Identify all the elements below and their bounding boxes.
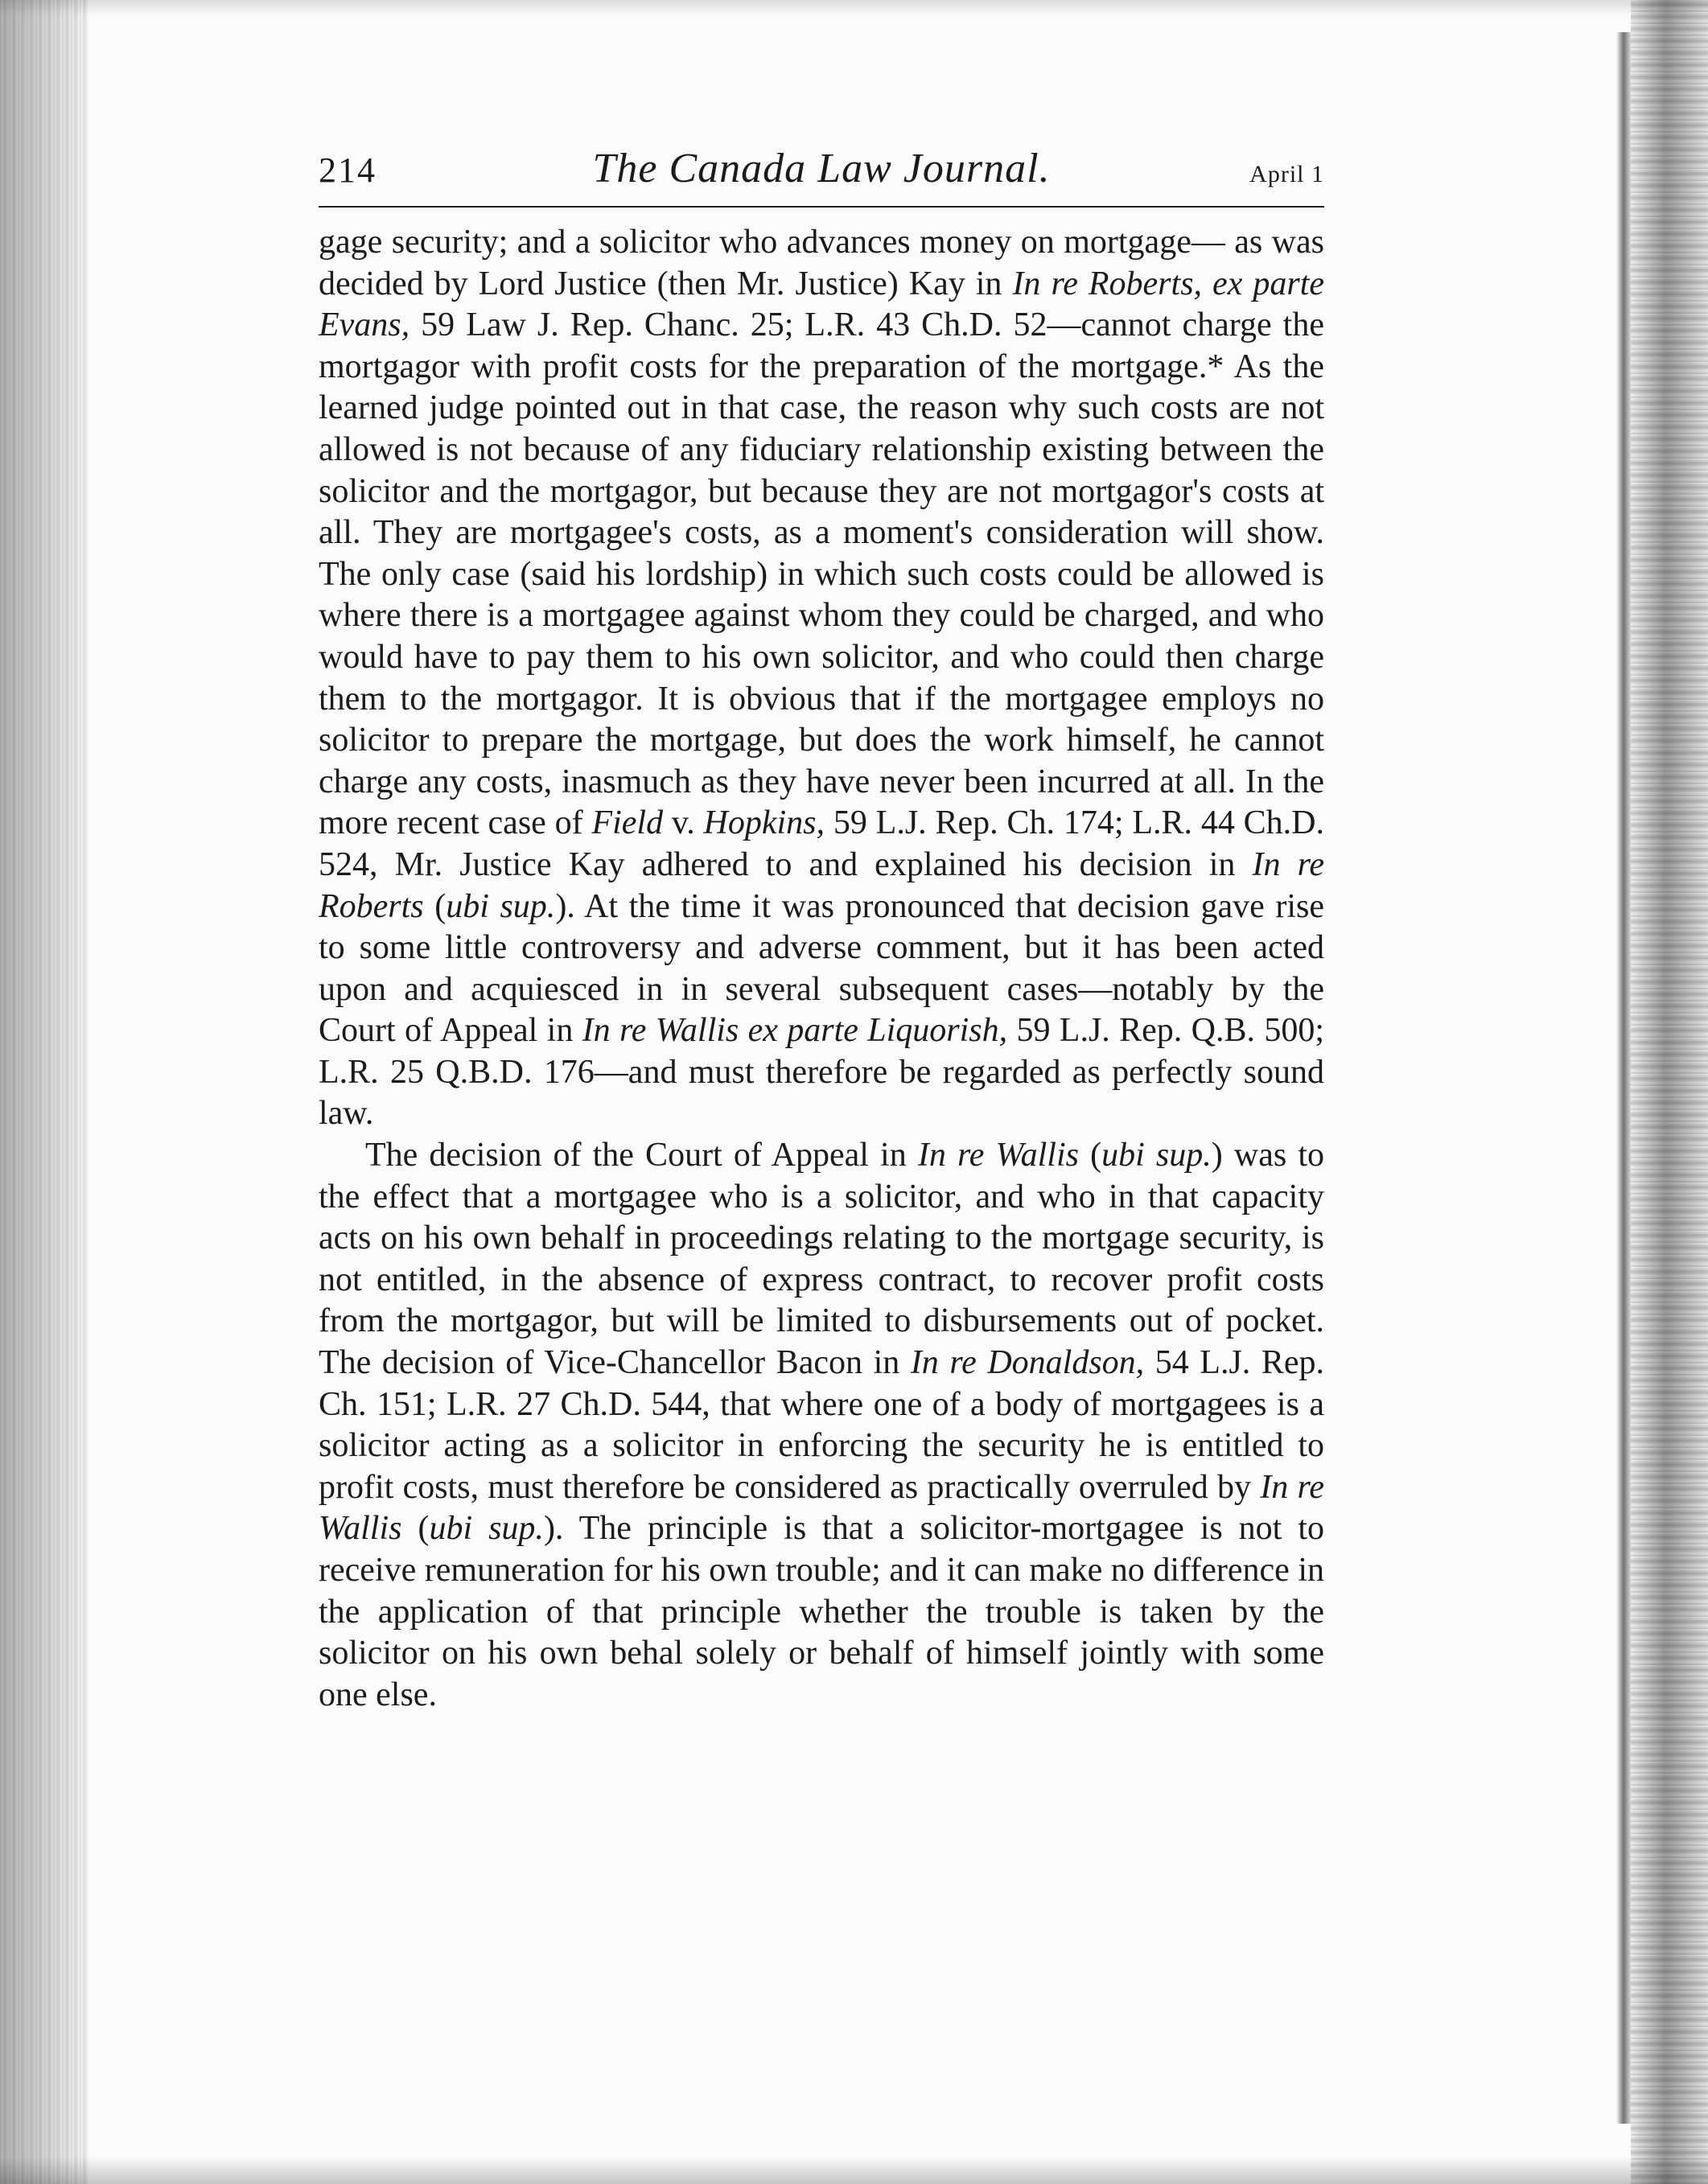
text-run: ). At the time it was pronounced that decision gave rise to some little controversy and adverse comment, but it has been acted upon and acquiesced in in several subsequent cases—notably by the Court of Appeal in (319, 887, 1324, 1050)
page-number: 214 (319, 150, 377, 190)
case-citation: In re Wallis (917, 1137, 1079, 1174)
case-citation: ubi sup. (429, 1510, 544, 1548)
text-run: ). The principle is that a solicitor-mortgagee is not to receive remuneration for his own trouble; and it can make no difference in the application of that principle whether the trouble is taken by the solicitor on his own behal solely or behalf of himself jointly with some one else. (319, 1510, 1324, 1713)
text-run: 54 L.J. Rep. Ch. 151; L.R. 27 Ch.D. 544, that where one of a body of mortgagees is a solicitor acting as a solicitor in enforcing the security he is entitled to profit costs, must therefore be considered as practically overruled by (319, 1344, 1325, 1506)
case-citation: Hopkins, (703, 804, 825, 842)
text-run: 59 L.J. Rep. Ch. 174; L.R. 44 Ch.D. 524, Mr. Justice Kay adhered to and explained his decision in (319, 804, 1324, 883)
case-citation: Field (591, 804, 664, 842)
scan-right-edge (1631, 0, 1708, 2184)
text-run: v. (663, 804, 704, 842)
text-run: ( (1079, 1137, 1102, 1174)
running-head (319, 145, 1324, 208)
case-citation: In re Wallis (319, 1468, 1324, 1548)
text-run: ( (423, 887, 447, 925)
text-run: 59 Law J. Rep. Chanc. 25; L.R. 43 Ch.D. 52—cannot charge the mortgagor with profit costs for the preparation of the mortgage.* As the learned judge pointed out in that case, the reason why such costs are not allowed is not because of any fiduciary relationship existing between the solicitor and the mortgagor, but because they are not mortgagor's costs at all. They are mortgagee's costs, as a moment's consideration will show. The only case (said his lordship) in which such costs could be allowed is where there is a mortgagee against whom they could be charged, and who would have to pay them to his own solicitor, and who could then charge them to the mortgagor. It is obvious that if the mortgagee employs no solicitor to prepare the mortgage, but does the work himself, he cannot charge any costs, inasmuch as they have never been incurred at all. In the more recent case of (319, 306, 1324, 842)
case-citation: In re Donaldson, (910, 1344, 1145, 1382)
text-run: 59 L.J. Rep. Q.B. 500; L.R. 25 Q.B.D. 176—and must therefore be regarded as perfectly sound law. (319, 1012, 1324, 1133)
article-body (319, 222, 1324, 1716)
scan-bottom-shadow (0, 2157, 1708, 2184)
text-run: The decision of the Court of Appeal in (365, 1137, 918, 1174)
case-citation: In re Roberts (319, 845, 1324, 925)
text-run: gage security; and a solicitor who advances money on mortgage— as was decided by Lord Justice (then Mr. Justice) Kay in (319, 224, 1324, 302)
case-citation: In re Roberts, ex parte Evans, (319, 265, 1325, 344)
paragraph (319, 1135, 1324, 1716)
paragraph (319, 222, 1324, 1135)
journal-title: The Canada Law Journal. (592, 146, 1051, 191)
scan-binding-shadow (1616, 32, 1631, 2124)
scan-top-shadow (0, 0, 1708, 16)
case-citation: ubi sup. (446, 887, 556, 925)
issue-date: April 1 (1249, 161, 1324, 187)
scan-left-edge (0, 0, 88, 2184)
case-citation: ubi sup. (1101, 1137, 1212, 1174)
text-run: ( (401, 1510, 430, 1548)
case-citation: In re Wallis ex parte Liquorish, (582, 1012, 1008, 1050)
page-content (319, 145, 1324, 1716)
text-run: ) was to the effect that a mortgagee who is a solicitor, and who in that capacity acts on his own behalf in proceedings relating to the mortgage security, is not entitled, in the absence of express contract, to recover profit costs from the mortgagor, but will be limited to disbursements out of pocket. The decision of Vice-Chancellor Bacon in (319, 1137, 1324, 1382)
